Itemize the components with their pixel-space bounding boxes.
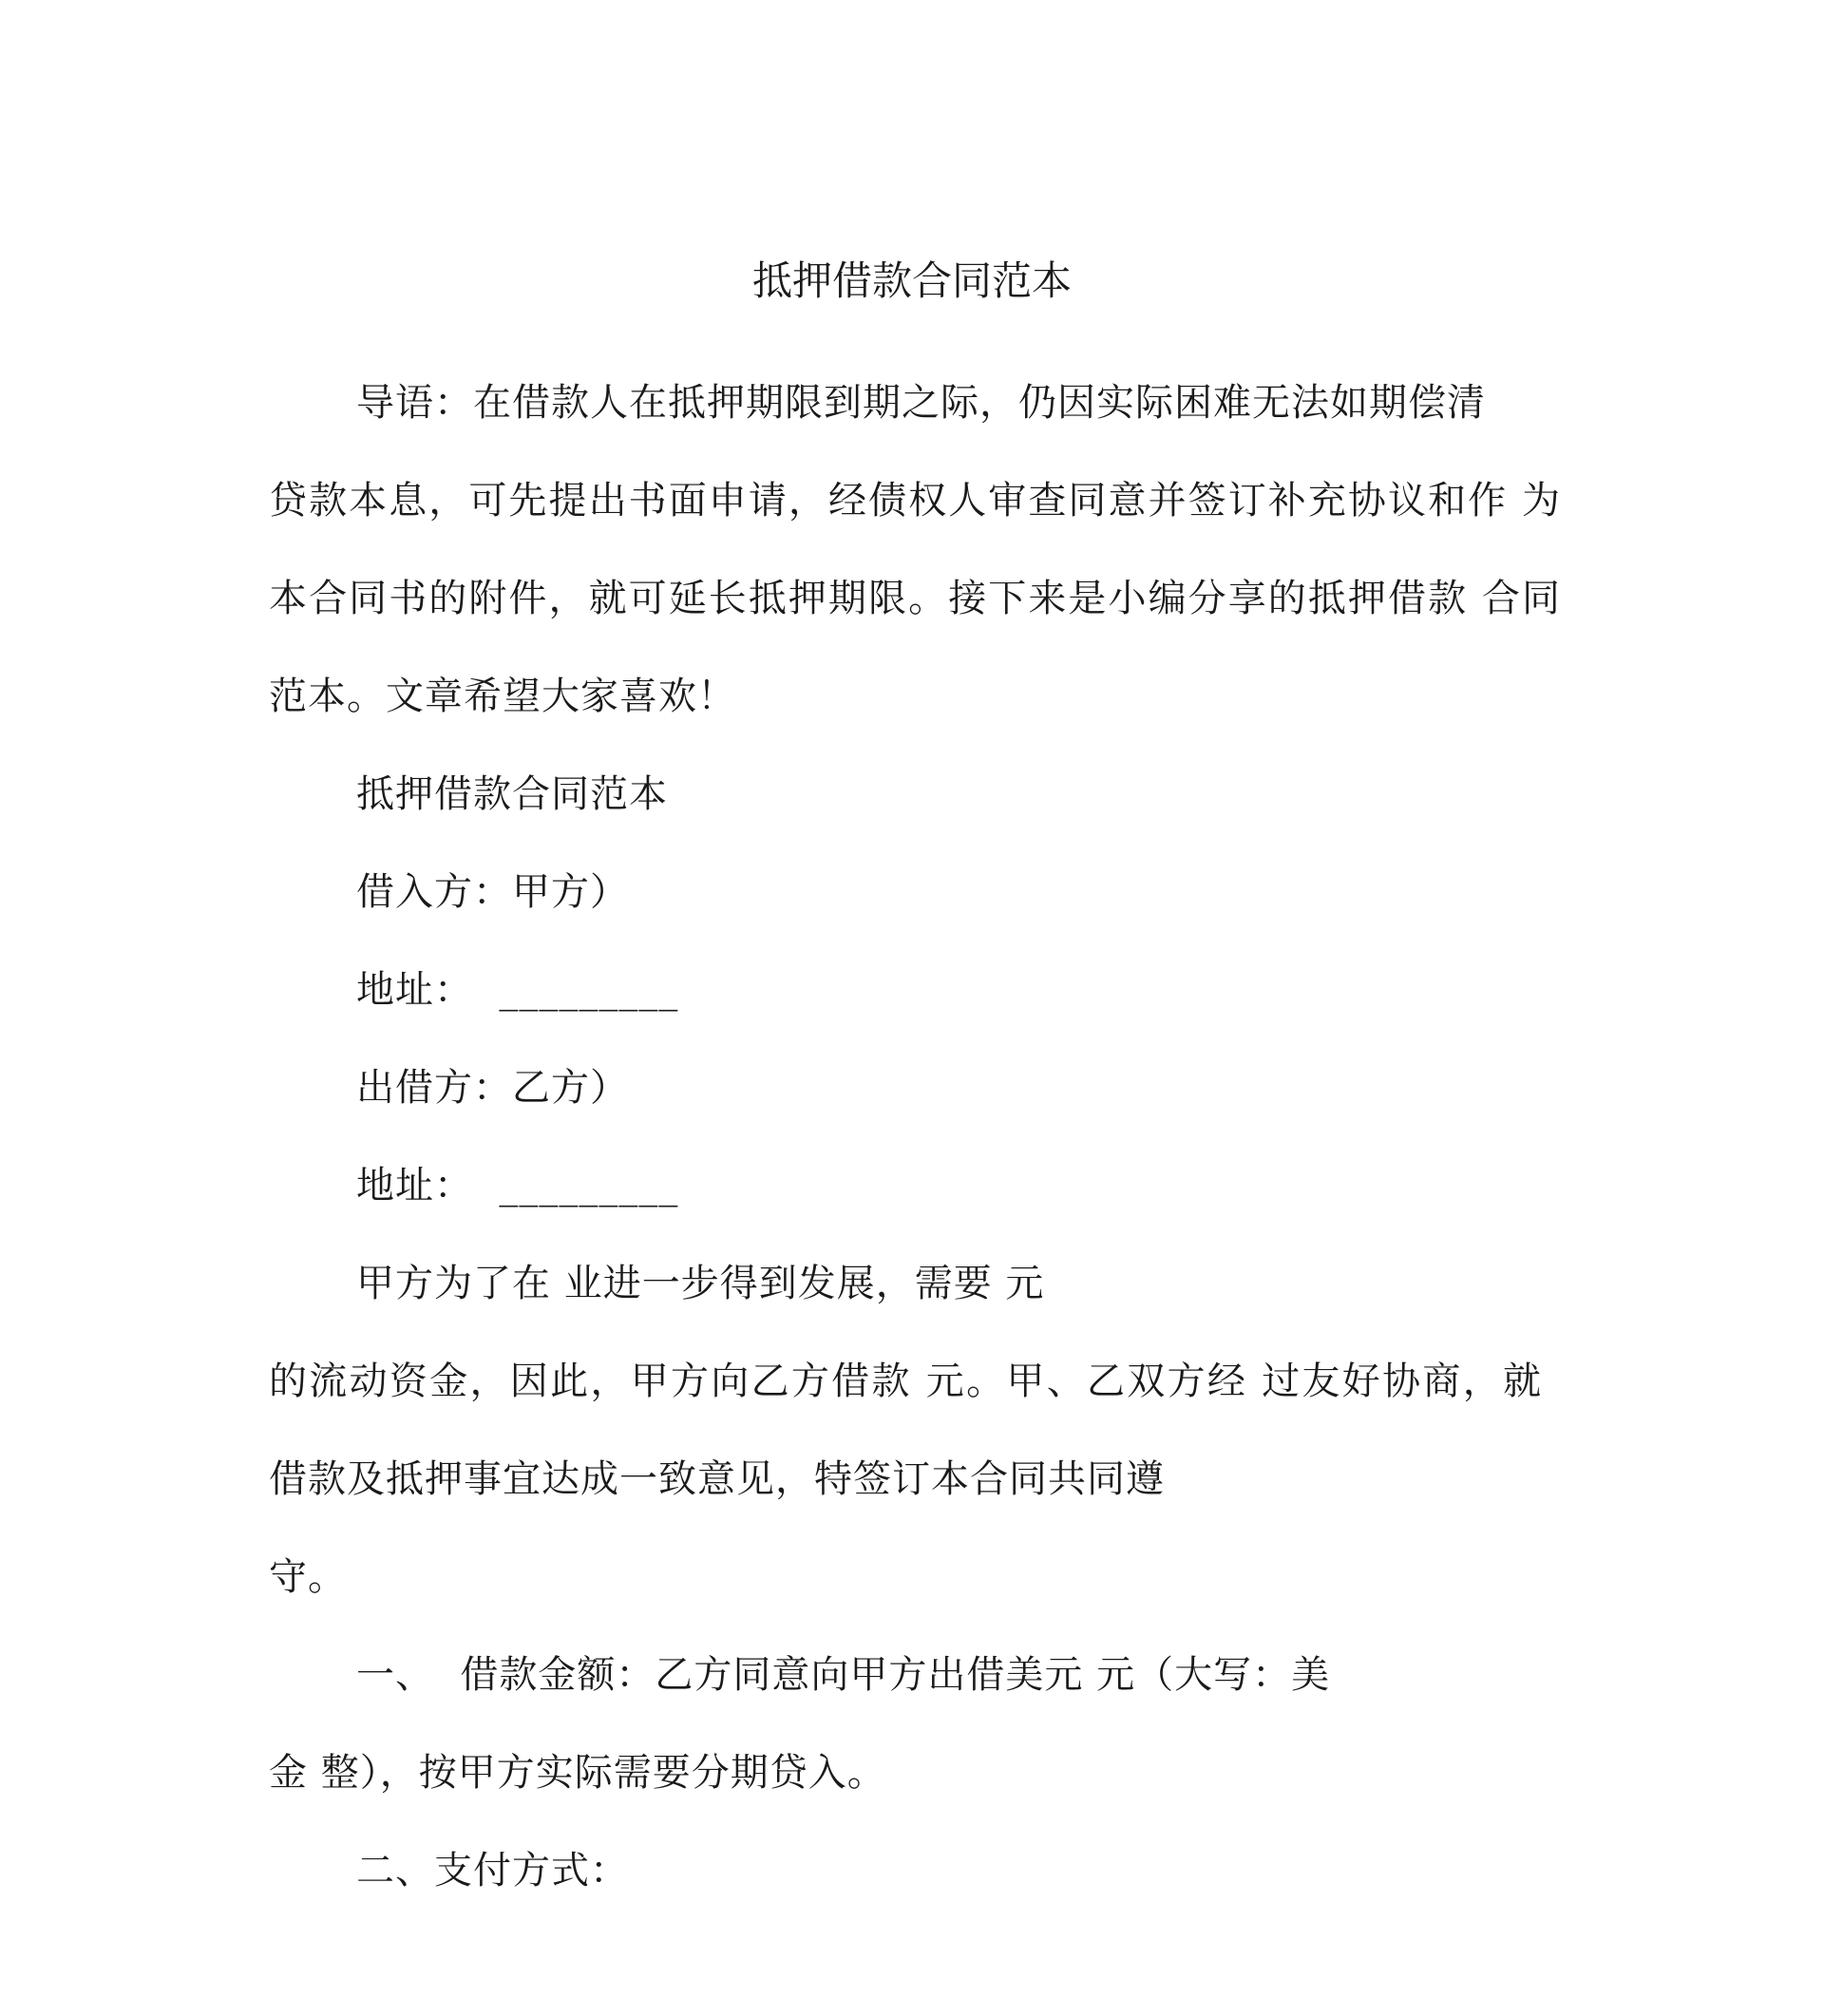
intro-line-3: 本合同书的附件，就可延长抵押期限。接下来是小编分享的抵押借款 合同 [269, 577, 1561, 620]
clause-1-line-1: 一、 借款金额：乙方同意向甲方出借美元 元（大写：美 [356, 1653, 1331, 1697]
preamble-line-3: 借款及抵押事宜达成一致意见，特签订本合同共同遵 [269, 1457, 1165, 1501]
lender-address: 地址： _________ [356, 1164, 679, 1208]
intro-line-4: 范本。文章希望大家喜欢！ [269, 675, 736, 718]
preamble-line-4: 守。 [269, 1555, 347, 1599]
borrower-address: 地址： _________ [356, 968, 679, 1012]
lender-label: 出借方：乙方） [356, 1066, 629, 1110]
intro-line-2: 贷款本息，可先提出书面申请，经债权人审查同意并签订补充协议和作 为 [269, 479, 1561, 523]
intro-line-1: 导语：在借款人在抵押期限到期之际，仍因实际困难无法如期偿清 [356, 381, 1486, 425]
subtitle: 抵押借款合同范本 [356, 772, 668, 816]
document-title: 抵押借款合同范本 [751, 257, 1072, 304]
preamble-line-2: 的流动资金，因此，甲方向乙方借款 元。甲、乙双方经 过友好协商，就 [269, 1360, 1542, 1403]
preamble-line-1: 甲方为了在 业进一步得到发展，需要 元 [356, 1262, 1045, 1305]
clause-1-line-2: 金 整），按甲方实际需要分期贷入。 [269, 1751, 886, 1795]
clause-2-heading: 二、支付方式： [356, 1849, 629, 1892]
borrower-label: 借入方：甲方） [356, 870, 629, 914]
